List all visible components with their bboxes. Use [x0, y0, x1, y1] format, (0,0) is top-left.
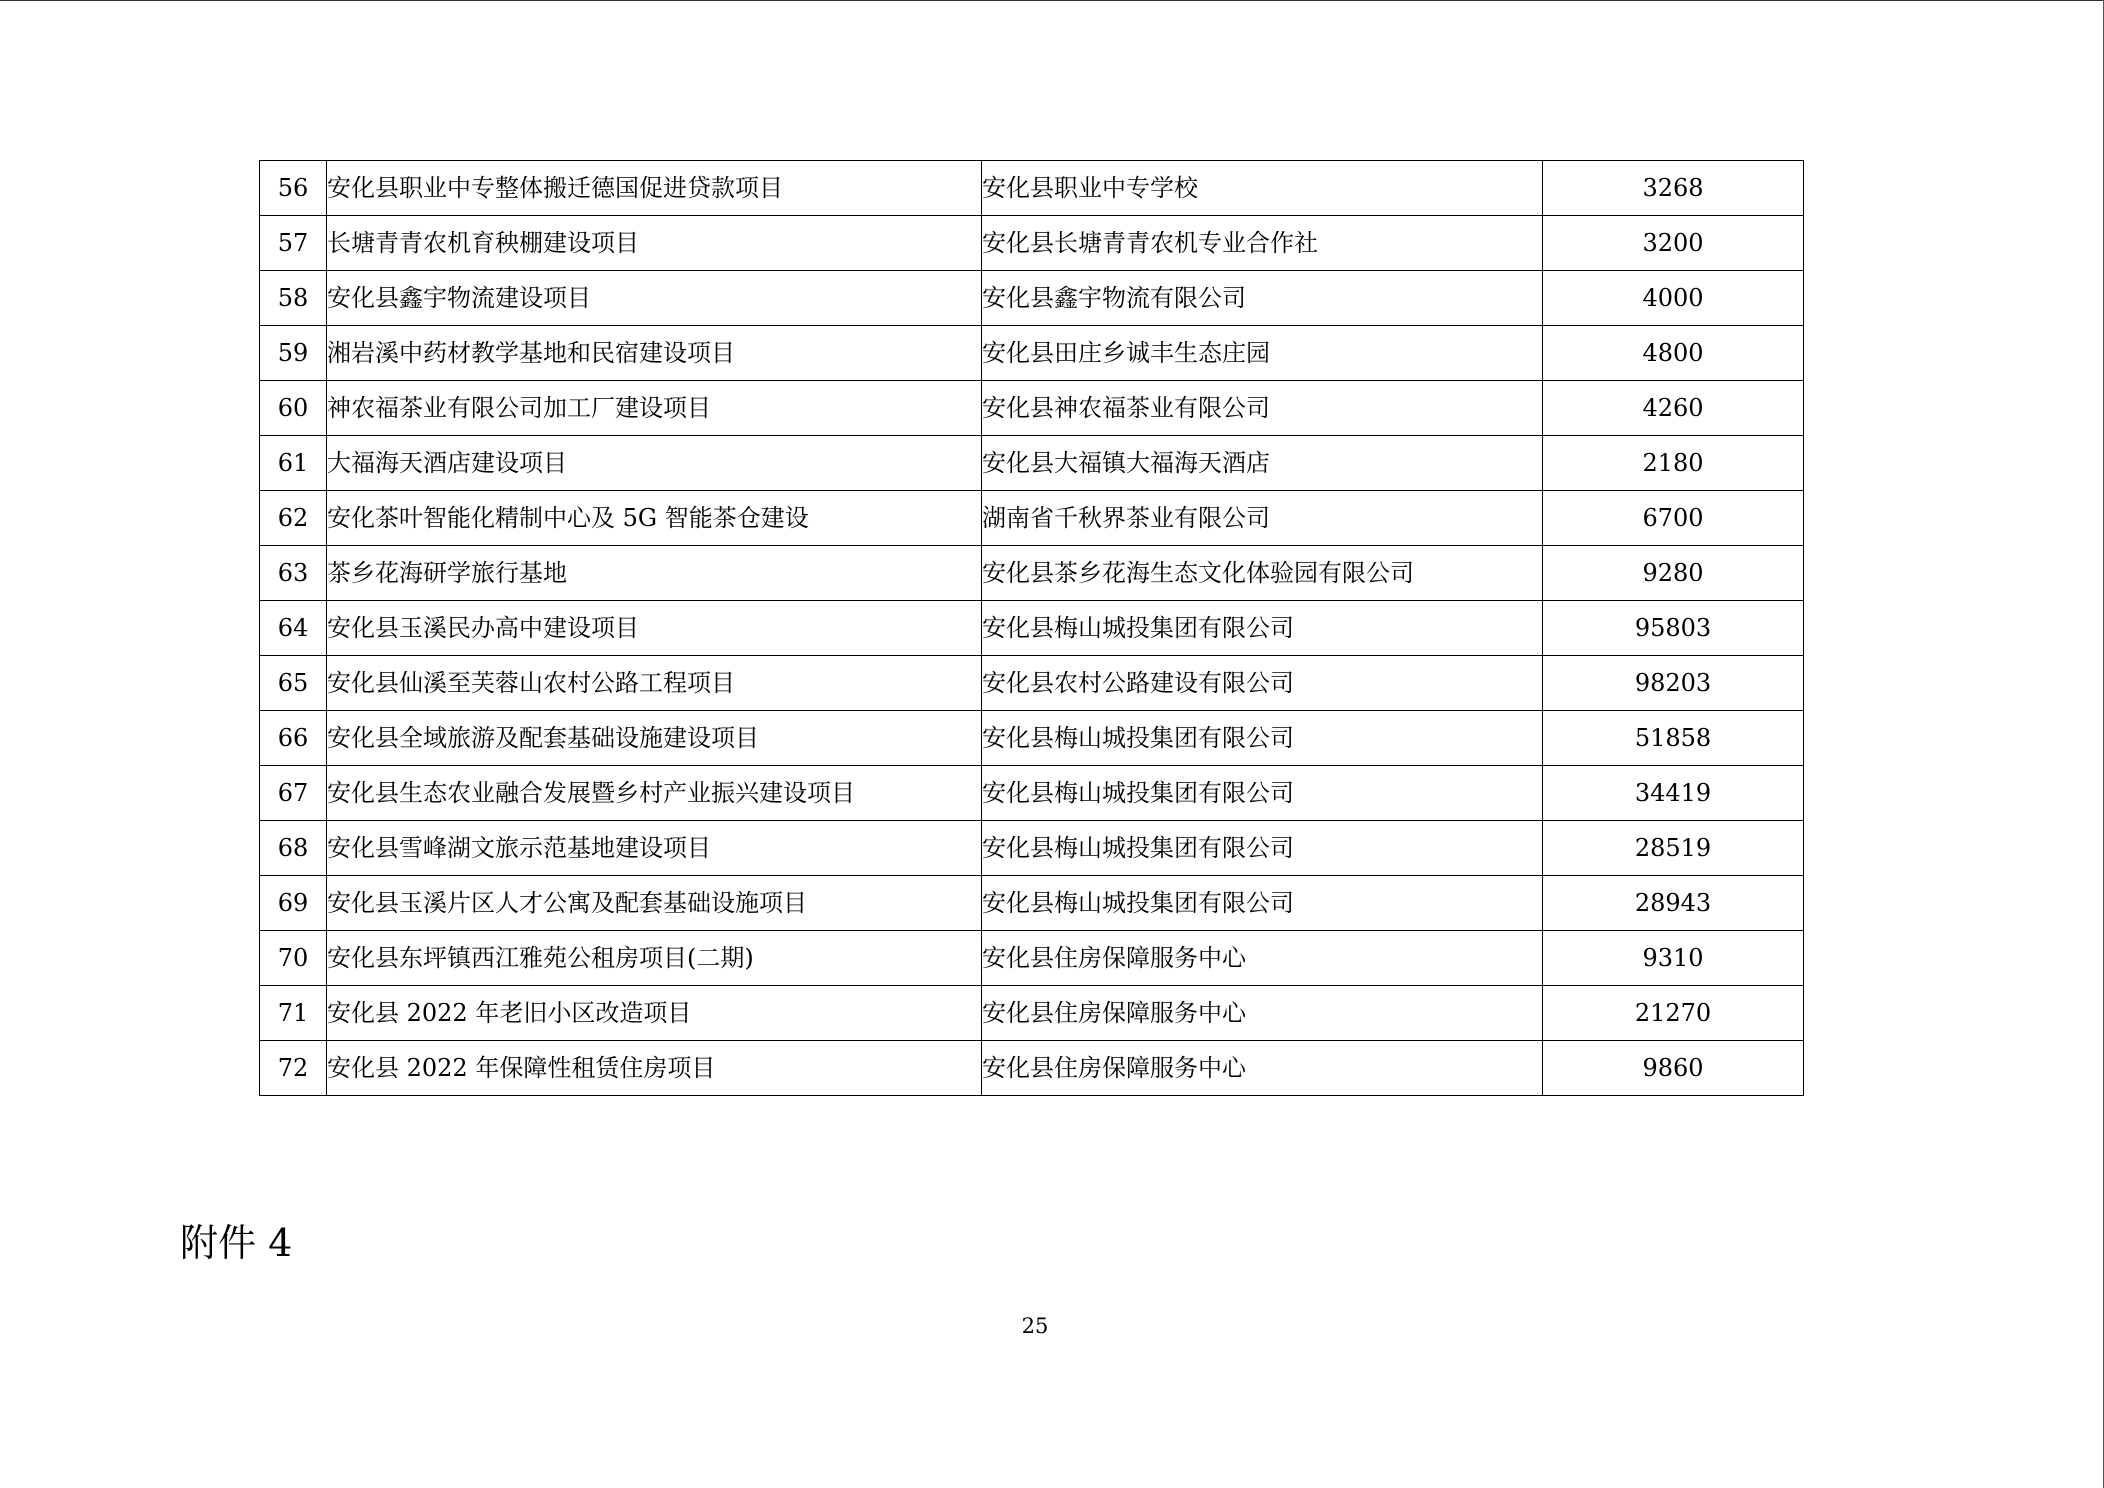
row-number-cell: 70	[260, 931, 327, 986]
project-name-cell: 安化县玉溪民办高中建设项目	[327, 601, 982, 656]
amount-cell: 3268	[1543, 161, 1804, 216]
row-number-cell: 63	[260, 546, 327, 601]
table-row	[260, 381, 1804, 436]
table-row	[260, 216, 1804, 271]
amount-cell: 4260	[1543, 381, 1804, 436]
row-number-cell: 65	[260, 656, 327, 711]
amount-cell: 9280	[1543, 546, 1804, 601]
organization-cell: 安化县梅山城投集团有限公司	[982, 876, 1543, 931]
project-name-cell: 安化县生态农业融合发展暨乡村产业振兴建设项目	[327, 766, 982, 821]
table-row	[260, 1041, 1804, 1096]
organization-cell: 安化县田庄乡诚丰生态庄园	[982, 326, 1543, 381]
amount-cell: 3200	[1543, 216, 1804, 271]
project-name-cell: 安化县东坪镇西江雅苑公租房项目(二期)	[327, 931, 982, 986]
organization-cell: 安化县长塘青青农机专业合作社	[982, 216, 1543, 271]
row-number-cell: 59	[260, 326, 327, 381]
amount-cell: 28943	[1543, 876, 1804, 931]
row-number-cell: 68	[260, 821, 327, 876]
project-name-cell: 神农福茶业有限公司加工厂建设项目	[327, 381, 982, 436]
organization-cell: 安化县职业中专学校	[982, 161, 1543, 216]
table-row	[260, 271, 1804, 326]
row-number-cell: 69	[260, 876, 327, 931]
amount-cell: 4000	[1543, 271, 1804, 326]
project-name-cell: 安化县鑫宇物流建设项目	[327, 271, 982, 326]
amount-cell: 28519	[1543, 821, 1804, 876]
organization-cell: 安化县农村公路建设有限公司	[982, 656, 1543, 711]
row-number-cell: 61	[260, 436, 327, 491]
organization-cell: 安化县住房保障服务中心	[982, 986, 1543, 1041]
table-row	[260, 326, 1804, 381]
amount-cell: 6700	[1543, 491, 1804, 546]
organization-cell: 湖南省千秋界茶业有限公司	[982, 491, 1543, 546]
amount-cell: 4800	[1543, 326, 1804, 381]
row-number-cell: 67	[260, 766, 327, 821]
amount-cell: 34419	[1543, 766, 1804, 821]
table-row	[260, 821, 1804, 876]
amount-cell: 9860	[1543, 1041, 1804, 1096]
amount-cell: 51858	[1543, 711, 1804, 766]
organization-cell: 安化县住房保障服务中心	[982, 931, 1543, 986]
project-name-cell: 安化县 2022 年保障性租赁住房项目	[327, 1041, 982, 1096]
project-name-cell: 安化县玉溪片区人才公寓及配套基础设施项目	[327, 876, 982, 931]
page-number: 25	[1021, 1314, 1049, 1338]
table-row	[260, 491, 1804, 546]
table-row	[260, 436, 1804, 491]
organization-cell: 安化县梅山城投集团有限公司	[982, 821, 1543, 876]
organization-cell: 安化县住房保障服务中心	[982, 1041, 1543, 1096]
row-number-cell: 66	[260, 711, 327, 766]
row-number-cell: 64	[260, 601, 327, 656]
organization-cell: 安化县梅山城投集团有限公司	[982, 766, 1543, 821]
project-name-cell: 长塘青青农机育秧棚建设项目	[327, 216, 982, 271]
table-row	[260, 711, 1804, 766]
amount-cell: 2180	[1543, 436, 1804, 491]
project-name-cell: 湘岩溪中药材教学基地和民宿建设项目	[327, 326, 982, 381]
amount-cell: 9310	[1543, 931, 1804, 986]
organization-cell: 安化县大福镇大福海天酒店	[982, 436, 1543, 491]
organization-cell: 安化县梅山城投集团有限公司	[982, 601, 1543, 656]
amount-cell: 98203	[1543, 656, 1804, 711]
page-top-border	[0, 0, 2104, 1]
table-row	[260, 601, 1804, 656]
organization-cell: 安化县神农福茶业有限公司	[982, 381, 1543, 436]
project-name-cell: 大福海天酒店建设项目	[327, 436, 982, 491]
amount-cell: 21270	[1543, 986, 1804, 1041]
table-row	[260, 766, 1804, 821]
table-row	[260, 876, 1804, 931]
attachment-label: 附件 4	[180, 1221, 293, 1265]
organization-cell: 安化县梅山城投集团有限公司	[982, 711, 1543, 766]
amount-cell: 95803	[1543, 601, 1804, 656]
project-name-cell: 安化县雪峰湖文旅示范基地建设项目	[327, 821, 982, 876]
row-number-cell: 71	[260, 986, 327, 1041]
project-table-body	[260, 161, 1804, 1096]
table-row	[260, 986, 1804, 1041]
table-row	[260, 546, 1804, 601]
table-row	[260, 161, 1804, 216]
row-number-cell: 58	[260, 271, 327, 326]
row-number-cell: 72	[260, 1041, 327, 1096]
organization-cell: 安化县鑫宇物流有限公司	[982, 271, 1543, 326]
project-name-cell: 茶乡花海研学旅行基地	[327, 546, 982, 601]
project-name-cell: 安化县职业中专整体搬迁德国促进贷款项目	[327, 161, 982, 216]
project-name-cell: 安化县全域旅游及配套基础设施建设项目	[327, 711, 982, 766]
project-name-cell: 安化县仙溪至芙蓉山农村公路工程项目	[327, 656, 982, 711]
row-number-cell: 60	[260, 381, 327, 436]
table-row	[260, 931, 1804, 986]
organization-cell: 安化县茶乡花海生态文化体验园有限公司	[982, 546, 1543, 601]
row-number-cell: 56	[260, 161, 327, 216]
project-name-cell: 安化茶叶智能化精制中心及 5G 智能茶仓建设	[327, 491, 982, 546]
table-row	[260, 656, 1804, 711]
row-number-cell: 62	[260, 491, 327, 546]
row-number-cell: 57	[260, 216, 327, 271]
project-table	[259, 160, 1804, 1096]
project-name-cell: 安化县 2022 年老旧小区改造项目	[327, 986, 982, 1041]
